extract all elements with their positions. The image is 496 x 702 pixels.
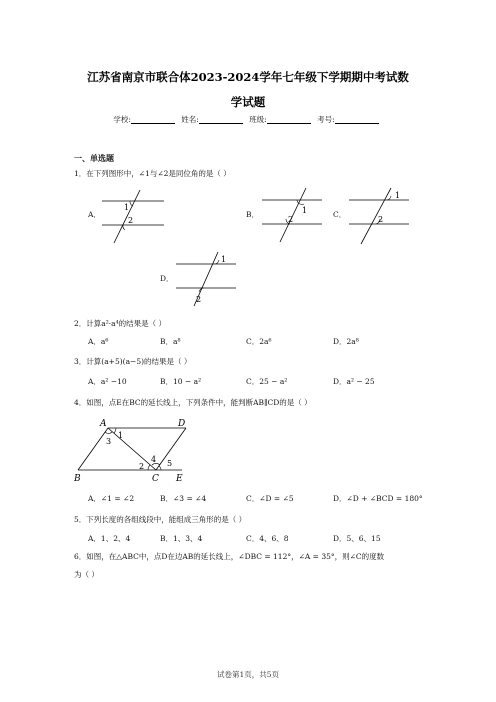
q2-option-d-text: 2a⁸ [346, 337, 359, 346]
q2-option-b-text: a⁸ [173, 337, 181, 346]
q2-option-b-letter: B． [160, 337, 174, 346]
name-blank [199, 115, 243, 124]
q4-point-c: C [152, 474, 159, 484]
q3-stem-expr: (a+5)(a−5) [101, 357, 145, 366]
q3-option-b-letter: B． [160, 377, 174, 386]
q1a-angle2-text: 2 [128, 216, 134, 225]
page-title-line1: 江苏省南京市联合体2023-2024学年七年级下学期期中考试数 [87, 70, 409, 84]
q4-point-e: E [176, 474, 183, 484]
q4-option-b-letter: B． [160, 494, 174, 503]
q2-stem-expr: a²·a⁴ [101, 319, 119, 328]
student-info-line [0, 114, 496, 125]
exam-no-label: 考号: [317, 115, 335, 124]
q4-angle-4: 4 [151, 455, 157, 464]
q2-option-c-letter: C． [246, 337, 260, 346]
q2-stem-post: 的结果是（ ） [118, 319, 167, 328]
q1-figure-c [345, 186, 417, 246]
q5-option-c [246, 533, 289, 544]
class-blank [267, 115, 311, 124]
q4-option-d-letter: D． [333, 494, 347, 503]
school-label: 学校: [113, 115, 131, 124]
q1c-angle2-text: 2 [378, 215, 384, 224]
q1d-angle2-text: 2 [196, 295, 202, 304]
q4-option-c-text: ∠D = ∠5 [259, 494, 294, 503]
question-2-stem [74, 318, 166, 329]
question-1-stem: 1．在下列图形中，∠1与∠2是同位角的是（ ） [74, 169, 231, 178]
q4-figure-parallelogram [72, 414, 202, 486]
q1-option-a-label: A． [88, 210, 101, 219]
page-title-line2: 学试题 [230, 95, 266, 109]
q3-stem-post: 的结果是（ ） [144, 357, 192, 366]
q4-angle-2: 2 [139, 462, 145, 471]
question-4-stem: 4．如图，点E在BC的延长线上，下列条件中，能判断AB∥CD的是（ ） [74, 398, 312, 407]
name-label: 姓名: [181, 115, 199, 124]
q5-option-b-text: 1、3、4 [173, 534, 203, 543]
q4-option-a-letter: A． [88, 494, 101, 503]
q2-option-a-text: a⁶ [100, 337, 109, 346]
q1-option-b-label: B． [246, 210, 260, 219]
section-heading: 一、单选题 [74, 153, 114, 163]
q4-option-d [333, 493, 423, 504]
page-footer: 试卷第1页，共5页 [216, 670, 280, 679]
q3-option-c-text: 25 − a² [259, 377, 288, 386]
question-5-stem: 5．下列长度的各组线段中，能组成三角形的是（ ） [74, 515, 247, 524]
q5-option-c-letter: C． [246, 534, 260, 543]
q5-option-c-text: 4、6、8 [259, 534, 289, 543]
q4-angle-1: 1 [118, 431, 124, 440]
q1a-angle1-text: 1 [124, 203, 130, 212]
q5-option-b [160, 533, 202, 544]
q3-option-b-text: 10 − a² [173, 377, 202, 386]
q4-point-b: B [74, 474, 81, 484]
school-blank [131, 115, 175, 124]
q3-option-d-text: a² − 25 [346, 377, 375, 386]
q2-option-b [160, 336, 181, 347]
q5-option-d-text: 5、6、15 [346, 534, 381, 543]
question-6-stem-line2: 为（ ） [74, 570, 99, 579]
exam-no-blank [335, 115, 379, 124]
q1-option-c-label: C． [333, 210, 347, 219]
q3-stem-pre: 3．计算 [74, 357, 102, 366]
q3-option-d [333, 376, 375, 387]
q1-figure-a [100, 188, 170, 246]
q1d-angle1-text: 1 [221, 255, 227, 264]
q5-option-d-letter: D． [333, 534, 347, 543]
q3-option-d-letter: D． [333, 377, 347, 386]
q1b-angle1-text: 1 [302, 206, 308, 215]
q2-option-d-letter: D． [333, 337, 347, 346]
q1c-angle1-text: 1 [395, 191, 401, 200]
q2-option-c [246, 336, 272, 347]
q4-point-a: A [100, 419, 107, 429]
q3-option-a-letter: A． [88, 377, 101, 386]
q4-option-a [88, 493, 134, 504]
q4-angle-5: 5 [167, 459, 173, 468]
q4-option-a-text: ∠1 = ∠2 [100, 494, 135, 503]
q2-option-a-letter: A． [88, 337, 101, 346]
q5-option-a-text: 1、2、4 [100, 534, 131, 543]
question-6-stem-line1: 6．如图，在△ABC中，点D在边AB的延长线上，∠DBC = 112°，∠A = 35°，则∠C的度数 [74, 552, 385, 561]
class-label: 班级: [249, 115, 267, 124]
q4-angle-3: 3 [106, 437, 112, 446]
q3-option-c-letter: C． [246, 377, 260, 386]
question-3-stem [74, 356, 191, 367]
q4-option-c-letter: C． [246, 494, 260, 503]
q1-option-d-label: D． [160, 274, 174, 283]
q5-option-a [88, 533, 130, 544]
q1b-angle2-text: 2 [288, 215, 294, 224]
q1-figure-d [172, 250, 244, 308]
q4-point-d: D [178, 419, 186, 429]
q3-option-c [246, 376, 287, 387]
q2-option-c-text: 2a⁶ [259, 337, 272, 346]
q1-figure-b [260, 186, 330, 246]
q3-option-b [160, 376, 201, 387]
q3-option-a-text: a² −10 [100, 377, 127, 386]
q5-option-a-letter: A． [88, 534, 101, 543]
q2-stem-pre: 2．计算 [74, 319, 102, 328]
q5-option-b-letter: B． [160, 534, 174, 543]
q2-option-a [88, 336, 108, 347]
q2-option-d [333, 336, 359, 347]
q4-option-b-text: ∠3 = ∠4 [173, 494, 207, 503]
q5-option-d [333, 533, 381, 544]
q4-option-d-text: ∠D + ∠BCD = 180° [346, 494, 423, 503]
q4-option-c [246, 493, 294, 504]
q4-option-b [160, 493, 206, 504]
q3-option-a [88, 376, 127, 387]
